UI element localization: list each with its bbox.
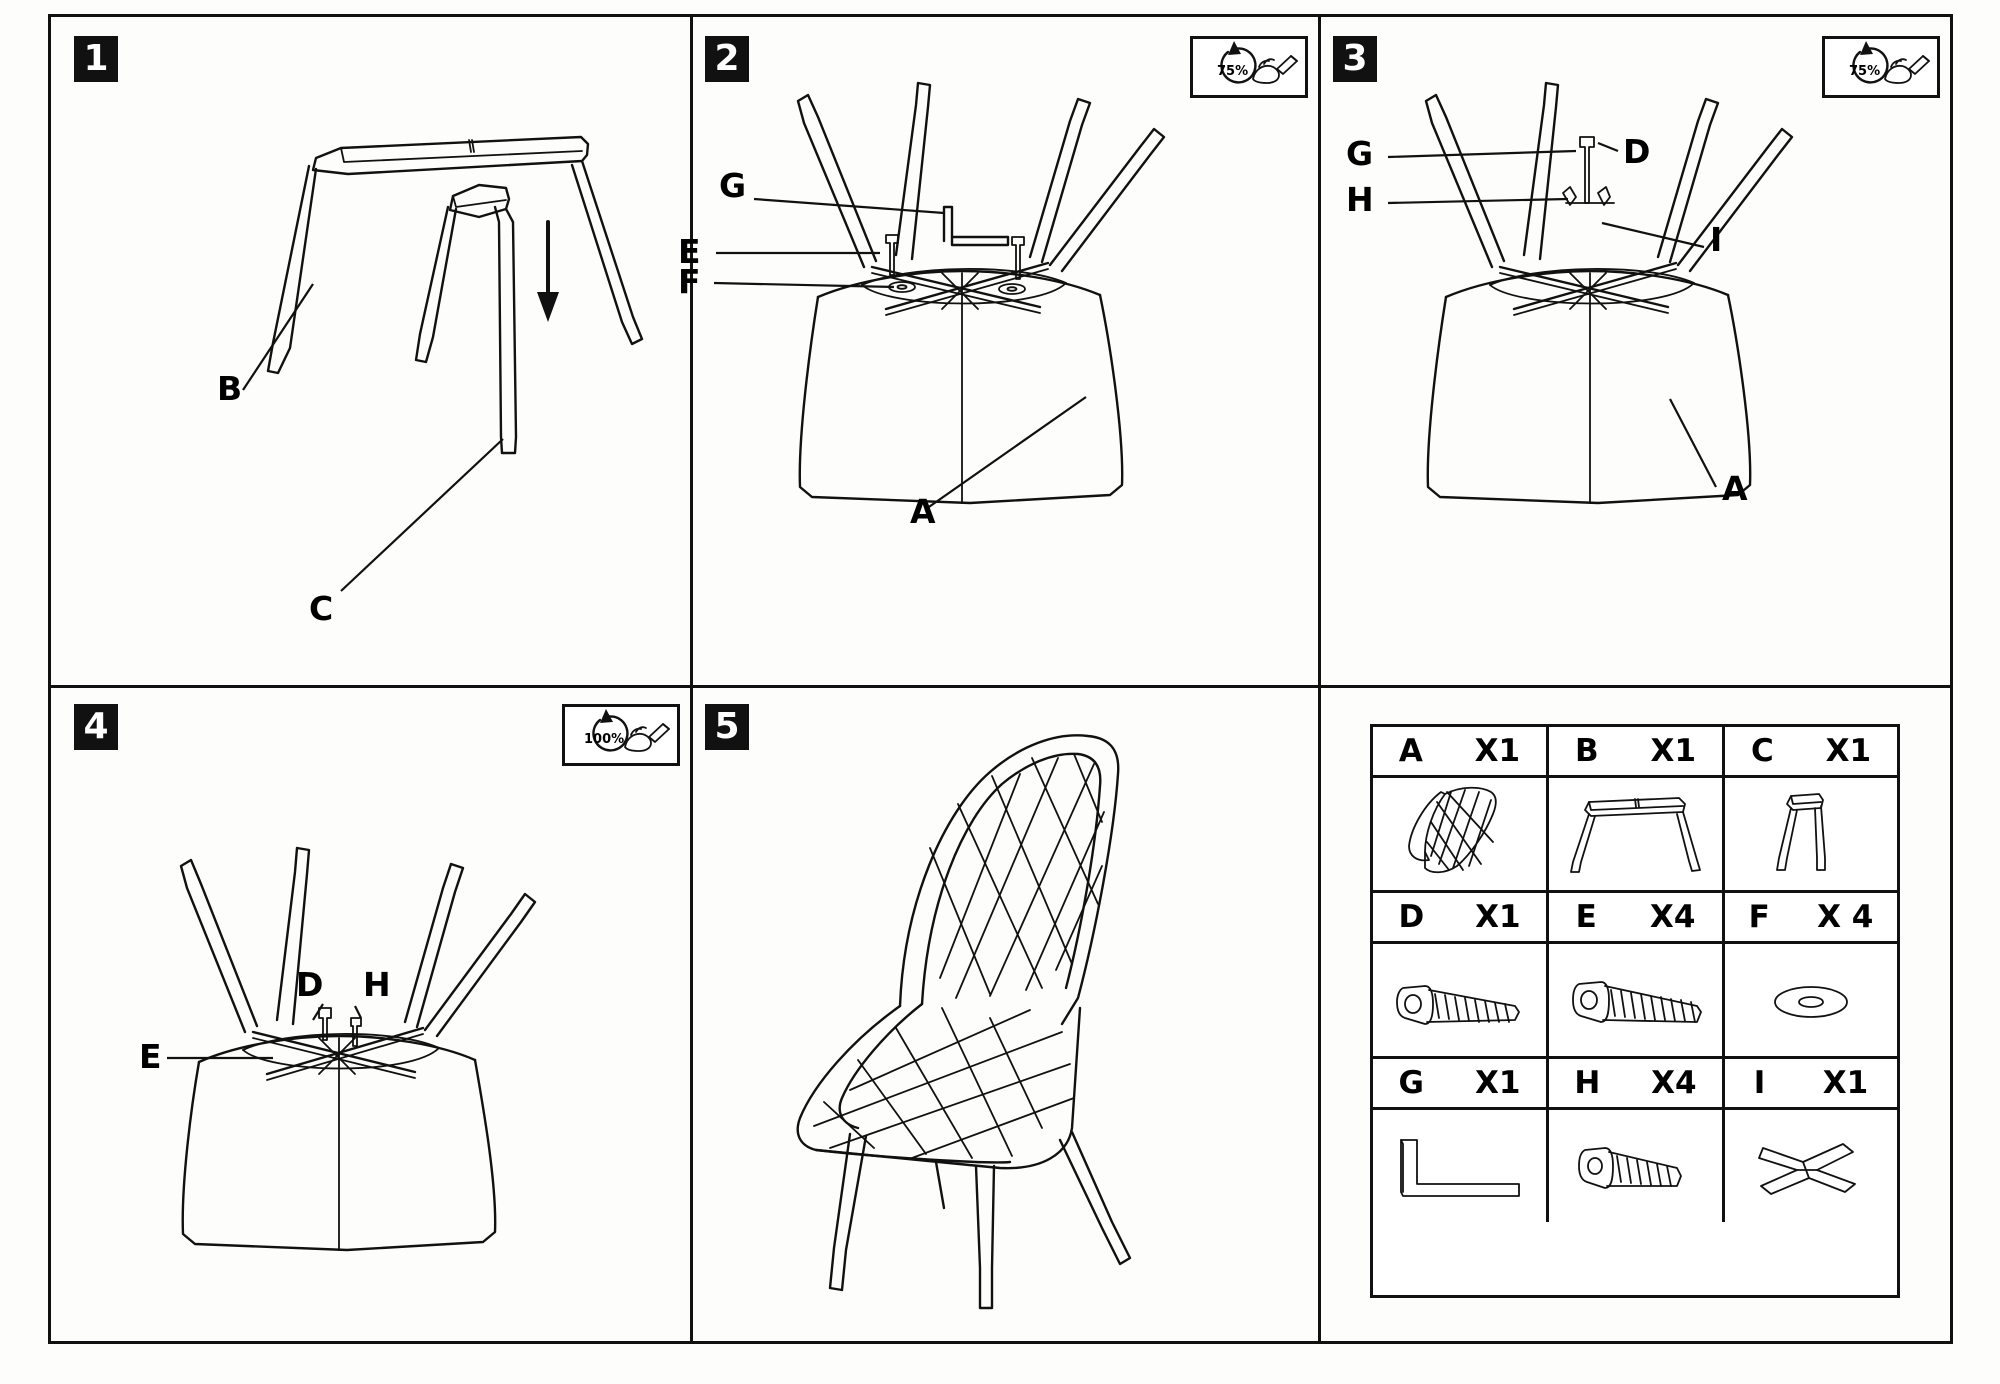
part-quantity: X1 [1475, 899, 1521, 935]
step-panel-5 [690, 688, 1318, 1344]
step-1-label-B: B [217, 369, 243, 408]
part-header-B [1549, 727, 1722, 778]
svg-text:75%: 75% [1849, 64, 1881, 79]
step-3-label-I: I [1710, 220, 1723, 259]
step-2-label-A: A [910, 492, 936, 531]
step-2-illustration [690, 17, 1318, 685]
part-letter: F [1748, 899, 1770, 935]
part-icon-chair-seat-shell [1373, 778, 1546, 890]
part-letter: A [1398, 733, 1423, 769]
part-letter: H [1574, 1065, 1601, 1101]
step-4-label-H: H [363, 965, 391, 1004]
part-quantity: X4 [1651, 1065, 1697, 1101]
step-3-label-H: H [1346, 180, 1374, 219]
step-3-illustration [1318, 17, 1950, 685]
part-icon-long-bolt [1549, 944, 1722, 1056]
step-number-5: 5 [705, 704, 749, 750]
part-letter: E [1575, 899, 1597, 935]
step-2-label-G: G [719, 166, 747, 205]
step-3-label-D: D [1623, 132, 1651, 171]
step-1-label-C: C [309, 589, 334, 628]
step-number-1: 1 [74, 36, 118, 82]
part-header-H [1549, 1059, 1722, 1110]
part-quantity: X1 [1474, 733, 1521, 769]
part-icon-front-leg-frame [1549, 778, 1722, 890]
part-letter: B [1574, 733, 1599, 769]
step-number-4: 4 [74, 704, 118, 750]
part-header-D [1373, 893, 1546, 944]
part-cell-I [1725, 1059, 1897, 1222]
step-number-3: 3 [1333, 36, 1377, 82]
parts-table [1370, 724, 1900, 1298]
svg-text:75%: 75% [1217, 64, 1249, 79]
part-header-F [1725, 893, 1897, 944]
step-number-2: 2 [705, 36, 749, 82]
parts-table-row [1373, 1059, 1897, 1222]
part-cell-H [1549, 1059, 1725, 1222]
part-icon-medium-bolt [1549, 1110, 1722, 1222]
step-panel-3 [1318, 17, 1950, 685]
part-quantity: X1 [1822, 1065, 1869, 1101]
step-5-illustration [690, 688, 1318, 1344]
part-quantity: X4 [1649, 899, 1696, 935]
part-letter: C [1750, 733, 1774, 769]
part-cell-E [1549, 893, 1725, 1056]
part-cell-A [1373, 727, 1549, 890]
part-quantity: X1 [1825, 733, 1872, 769]
part-header-E [1549, 893, 1722, 944]
step-panel-4 [51, 688, 690, 1344]
part-icon-cross-bracket [1725, 1110, 1897, 1222]
part-quantity: X 4 [1817, 899, 1874, 935]
part-cell-G [1373, 1059, 1549, 1222]
step-4-illustration [51, 688, 690, 1344]
parts-table-row [1373, 727, 1897, 893]
part-cell-D [1373, 893, 1549, 1056]
part-header-G [1373, 1059, 1546, 1110]
part-icon-allen-key [1373, 1110, 1546, 1222]
part-letter: I [1753, 1065, 1766, 1101]
step-3-label-A: A [1722, 469, 1748, 508]
part-icon-short-bolt [1373, 944, 1546, 1056]
part-cell-C [1725, 727, 1897, 890]
step-4-label-E: E [139, 1037, 162, 1076]
parts-list-panel [1318, 688, 1950, 1344]
svg-text:100%: 100% [584, 732, 625, 747]
part-header-I [1725, 1059, 1897, 1110]
part-icon-washer [1725, 944, 1897, 1056]
part-header-A [1373, 727, 1546, 778]
step-3-label-G: G [1346, 134, 1374, 173]
part-icon-rear-leg-frame [1725, 778, 1897, 890]
part-cell-B [1549, 727, 1725, 890]
step-1-illustration [51, 17, 690, 685]
part-letter: D [1398, 899, 1425, 935]
part-quantity: X1 [1650, 733, 1697, 769]
part-cell-F [1725, 893, 1897, 1056]
step-4-label-D: D [296, 965, 324, 1004]
step-2-label-F: F [678, 262, 701, 301]
part-quantity: X1 [1475, 1065, 1521, 1101]
step-panel-2 [678, 17, 1318, 685]
step-2-label-E: E [678, 232, 701, 271]
parts-table-row [1373, 893, 1897, 1059]
part-letter: G [1398, 1065, 1424, 1101]
part-header-C [1725, 727, 1897, 778]
step-panel-1 [51, 17, 690, 685]
